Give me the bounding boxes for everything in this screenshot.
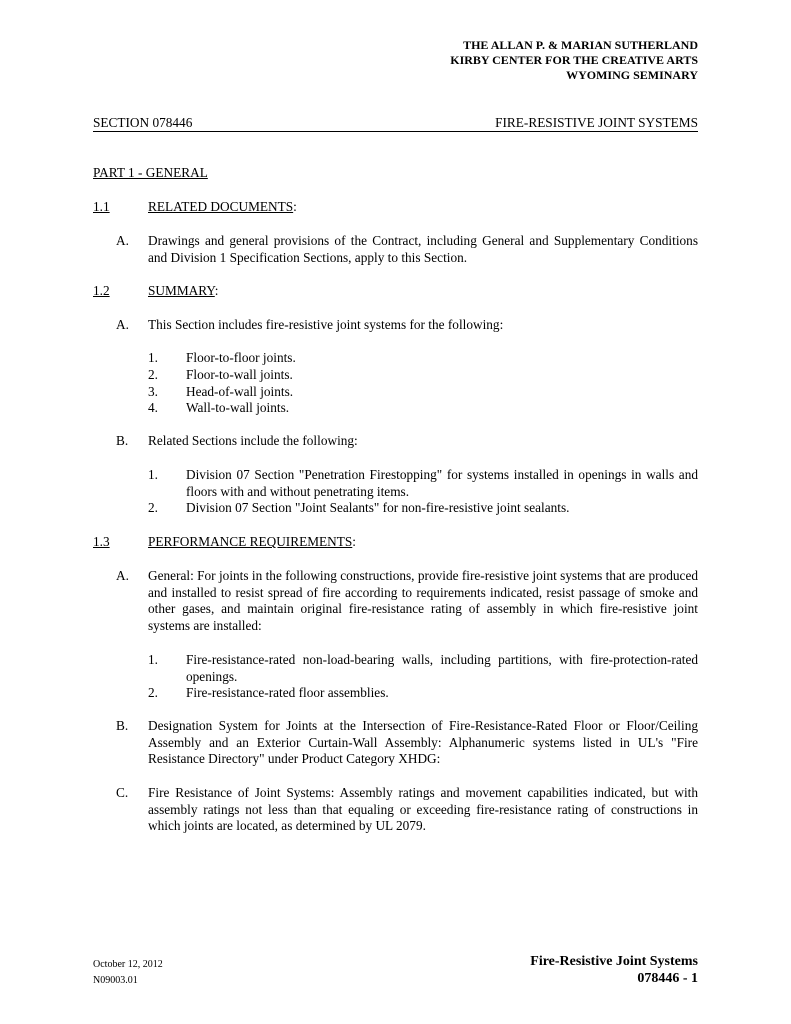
paragraph-label: A.: [116, 233, 129, 248]
part-heading: PART 1 - GENERAL: [93, 165, 208, 180]
article-title-text: PERFORMANCE REQUIREMENTS: [148, 534, 353, 549]
list-number: 2.: [148, 367, 158, 382]
header-line-3: WYOMING SEMINARY: [566, 68, 698, 82]
article-colon: :: [293, 199, 297, 214]
section-number: SECTION 078446: [93, 115, 193, 130]
article-title: [148, 199, 297, 216]
paragraph-text: General: For joints in the following constructions, provide fire-resistive joint systems that are produced and installed to resist spread of fire according to requirements indicated, resist passage of smoke and other gases, and maintain original fire-resistance rating of assembly in which fire-resistive joint systems are installed:: [148, 568, 698, 633]
document-page: [93, 0, 698, 1024]
footer-left: [93, 957, 163, 989]
article-number: 1.3: [93, 534, 110, 549]
paragraph-label: B.: [116, 433, 129, 448]
article-number: 1.1: [93, 199, 110, 214]
paragraph-label: A.: [116, 317, 129, 332]
section-heading: [93, 115, 698, 132]
list-text: Floor-to-floor joints.: [186, 350, 296, 365]
header-line-1: THE ALLAN P. & MARIAN SUTHERLAND: [463, 38, 698, 52]
list-text: Floor-to-wall joints.: [186, 367, 293, 382]
article-title-text: SUMMARY: [148, 283, 215, 298]
paragraph-text: Related Sections include the following:: [148, 433, 358, 448]
paragraph-label: B.: [116, 718, 129, 733]
list-number: 2.: [148, 685, 158, 700]
list-number: 3.: [148, 384, 158, 399]
footer-project-number: N09003.01: [93, 975, 138, 986]
article-title: [148, 534, 356, 551]
list-number: 1.: [148, 467, 158, 482]
paragraph-label: C.: [116, 785, 129, 800]
list-number: 1.: [148, 350, 158, 365]
section-title: FIRE-RESISTIVE JOINT SYSTEMS: [495, 115, 698, 130]
footer-right: [530, 953, 698, 987]
article-colon: :: [352, 534, 356, 549]
list-text: Head-of-wall joints.: [186, 384, 294, 399]
page-number: 078446 - 1: [637, 971, 698, 986]
paragraph-text: Drawings and general provisions of the Contract, including General and Supplementary Conditions and Division 1 Specification Sections, apply to this Section.: [148, 233, 698, 265]
list-text: Division 07 Section "Penetration Firestopping" for systems installed in openings in walls and floors with and without penetrating items.: [186, 467, 698, 499]
list-number: 4.: [148, 400, 158, 415]
article-title: [148, 283, 218, 300]
list-number: 1.: [148, 652, 158, 667]
article-title-text: RELATED DOCUMENTS: [148, 199, 294, 214]
footer-section-title: Fire-Resistive Joint Systems: [530, 954, 698, 969]
paragraph-text: This Section includes fire-resistive joint systems for the following:: [148, 317, 504, 332]
paragraph-label: A.: [116, 568, 129, 583]
footer-date: October 12, 2012: [93, 959, 163, 970]
paragraph-text: Designation System for Joints at the Intersection of Fire-Resistance-Rated Floor or Floor/Ceiling Assembly and an Exterior Curtain-Wall Assembly: Alphanumeric systems listed in UL's "Fire Resistance Directory" under Product Category XHDG:: [148, 718, 698, 766]
paragraph-text: Fire Resistance of Joint Systems: Assembly ratings and movement capabilities indicated, but with assembly ratings not less than that equaling or exceeding fire-resistance rating of constructions in which joints are located, as determined by UL 2079.: [148, 785, 698, 833]
list-text: Division 07 Section "Joint Sealants" for non-fire-resistive joint sealants.: [186, 500, 570, 515]
project-header: [450, 38, 698, 83]
article-number: 1.2: [93, 283, 110, 298]
list-text: Fire-resistance-rated floor assemblies.: [186, 685, 389, 700]
list-number: 2.: [148, 500, 158, 515]
article-colon: :: [214, 283, 219, 298]
list-text: Wall-to-wall joints.: [186, 400, 290, 415]
list-text: Fire-resistance-rated non-load-bearing walls, including partitions, with fire-protection-rated openings.: [186, 652, 698, 684]
header-line-2: KIRBY CENTER FOR THE CREATIVE ARTS: [450, 53, 698, 67]
